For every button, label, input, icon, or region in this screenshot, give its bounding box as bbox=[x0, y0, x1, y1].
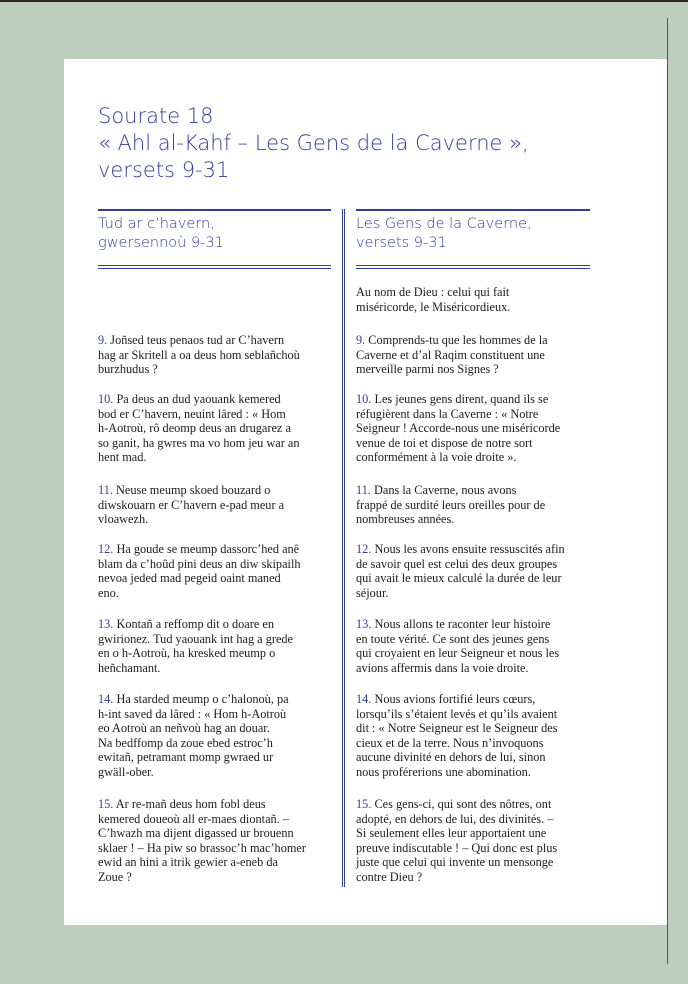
verse-number: 15. bbox=[98, 797, 114, 811]
verse-number: 11. bbox=[356, 483, 371, 497]
verse-number: 13. bbox=[356, 617, 372, 631]
verse-number: 9. bbox=[98, 333, 108, 347]
verse-13-french: 13. Nous allons te raconter leur histoire en toute vérité. Ce sont des jeunes gens qui croyaient en leur Seigneur et nous les avions affermis dans la voie droite. bbox=[356, 617, 560, 675]
verse-15-french: 15. Ces gens-ci, qui sont des nôtres, ont adopté, en dehors de lui, des divinités. – Si seulement elles leur apportaient une preuve indiscutable ! – Qui donc est plus juste que celui qui invente un mensonge contre Dieu ? bbox=[356, 797, 558, 884]
column-separator bbox=[342, 209, 345, 887]
column-top-rule bbox=[98, 209, 331, 211]
heading-line-1: Les Gens de la Caverne, bbox=[356, 216, 532, 232]
heading-line-2: gwersennoù 9-31 bbox=[98, 235, 224, 251]
breton-column-heading bbox=[98, 215, 331, 253]
verse-10-french: 10. Les jeunes gens dirent, quand ils se réfugièrent dans la Caverne : « Notre Seigneur ! Accorde-nous une miséricorde venue de toi et dispose de notre sort conformément à la voie droite ». bbox=[356, 392, 561, 465]
verse-9-french: 9. Comprends-tu que les hommes de la Caverne et d’al Raqim constituent une merveille parmi nos Signes ? bbox=[356, 333, 548, 377]
verse-number: 14. bbox=[356, 692, 372, 706]
verse-14-french: 14. Nous avions fortifié leurs cœurs, lorsqu’ils s’étaient levés et qu’ils avaient dit : « Notre Seigneur est le Seigneur des cieux et de la terre. Nous n’invoquons aucune divinité en dehors de lui, sinon nous proférerions une abomination. bbox=[356, 692, 558, 779]
verse-13-breton: 13. Kontañ a reffomp dit o doare en gwirionez. Tud yaouank int hag a grede en o h-Aotroù, ha kresked meump o heñchamant. bbox=[98, 617, 294, 675]
breton-column bbox=[98, 209, 331, 885]
verse-number: 13. bbox=[98, 617, 114, 631]
page-sheet bbox=[64, 59, 667, 925]
verse-number: 14. bbox=[98, 692, 114, 706]
page-title bbox=[98, 103, 638, 184]
verse-15-breton: 15. Ar re-mañ deus hom fobl deus kemered doueoù all er-maes diontañ. – C’hwazh ma dijent digassed ur brouenn sklaer ! – Ha piw so brassoc’h mac’homer ewid an hini a itrik gewier a-eneb da Zoue ? bbox=[98, 797, 306, 884]
verse-10-breton: 10. Pa deus an dud yaouank kemered bod er C’havern, neuint lâred : « Hom h-Aotroù, rô deomp deus an drugarez a so ganit, ha gwres ma vo hom jeu war an hent mad. bbox=[98, 392, 300, 465]
column-top-rule bbox=[356, 209, 590, 211]
verse-number: 15. bbox=[356, 797, 372, 811]
verse-number: 12. bbox=[98, 542, 114, 556]
french-column-heading bbox=[356, 215, 590, 253]
right-margin-line bbox=[667, 18, 668, 964]
heading-line-1: Tud ar c’havern, bbox=[98, 216, 215, 232]
title-line-3: versets 9-31 bbox=[98, 158, 230, 182]
top-border-line bbox=[0, 0, 688, 2]
verse-9-breton: 9. Joñsed teus penaos tud ar C’havern hag ar Skritell a oa deus hom seblañchoù burzhudus ? bbox=[98, 333, 300, 377]
verse-number: 10. bbox=[98, 392, 114, 406]
heading-double-rule bbox=[98, 265, 331, 269]
heading-double-rule bbox=[356, 265, 590, 269]
verse-14-breton: 14. Ha starded meump o c’halonoù, pa h-int saved da lâred : « Hom h-Aotroù eo Aotroù an neñvoù hag an douar. Na bedffomp da zoue ebed estroc’h ewitañ, petramant momp gwraed ur gwäll-ober. bbox=[98, 692, 289, 779]
basmala: Au nom de Dieu : celui qui fait miséricorde, le Miséricordieux. bbox=[356, 285, 511, 314]
verse-number: 10. bbox=[356, 392, 372, 406]
title-line-1: Sourate 18 bbox=[98, 104, 214, 128]
verse-12-breton: 12. Ha goude se meump dassorc’hed anê blam da c’hoûd pini deus an diw skipailh nevoa jeded mad pegeid oaint maned eno. bbox=[98, 542, 301, 600]
verse-11-french: 11. Dans la Caverne, nous avons frappé de surdité leurs oreilles pour de nombreuses années. bbox=[356, 483, 546, 527]
verse-number: 11. bbox=[98, 483, 113, 497]
title-line-2: « Ahl al-Kahf – Les Gens de la Caverne », bbox=[98, 131, 529, 155]
french-column bbox=[356, 209, 590, 885]
verse-number: 9. bbox=[356, 333, 366, 347]
heading-line-2: versets 9-31 bbox=[356, 235, 447, 251]
verse-12-french: 12. Nous les avons ensuite ressuscités afin de savoir quel est celui des deux groupes qui avait le mieux calculé la durée de leur séjour. bbox=[356, 542, 565, 600]
verse-11-breton: 11. Neuse meump skoed bouzard o diwskouarn er C’havern e-pad meur a vloawezh. bbox=[98, 483, 285, 527]
verse-number: 12. bbox=[356, 542, 372, 556]
